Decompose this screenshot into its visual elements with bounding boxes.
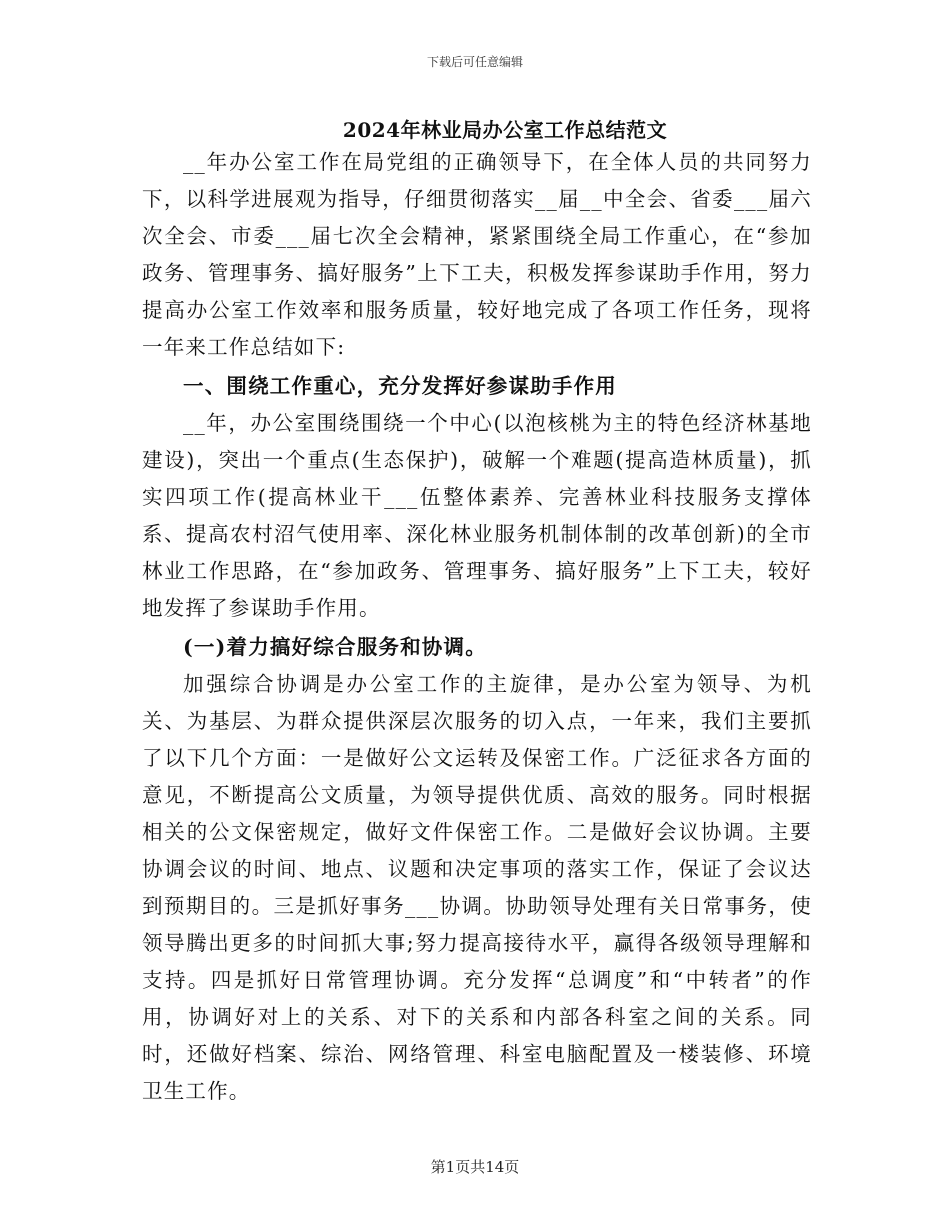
subsection-1-paragraph: 加强综合协调是办公室工作的主旋律，是办公室为领导、为机关、为基层、为群众提供深层次服务的切入点，一年来，我们主要抓了以下几个方面：一是做好公文运转及保密工作。广泛征求各方面的意见，不断提高公文质量，为领导提供优质、高效的服务。同时根据相关的公文保密规定，做好文件保密工作。二是做好会议协调。主要协调会议的时间、地点、议题和决定事项的落实工作，保证了会议达到预期目的。三是抓好事务___协调。协助领导处理有关日常事务，使领导腾出更多的时间抓大事;努力提高接待水平，赢得各级领导理解和支持。四是抓好日常管理协调。充分发挥“总调度”和“中转者”的作用，协调好对上的关系、对下的关系和内部各科室之间的关系。同时，还做好档案、综治、网络管理、科室电脑配置及一楼装修、环境卫生工作。 [142, 672, 812, 1103]
document-title: 2024年林业局办公室工作总结范文 [342, 118, 668, 142]
section-heading-1: 一、围绕工作重心，充分发挥好参谋助手作用 [183, 374, 617, 398]
page-number: 第1页共14页 [430, 1158, 520, 1176]
header-note: 下载后可任意编辑 [426, 55, 523, 69]
intro-paragraph: __年办公室工作在局党组的正确领导下，在全体人员的共同努力下，以科学进展观为指导，仔细贯彻落实__届__中全会、省委___届六次全会、市委___届七次全会精神，紧紧围绕全局工作重心，在“参加政务、管理事务、搞好服务”上下工夫，积极发挥参谋助手作用，努力提高办公室工作效率和服务质量，较好地完成了各项工作任务，现将一年来工作总结如下: [142, 150, 812, 359]
page-footer [0, 1156, 950, 1177]
document-body [142, 144, 812, 1110]
subsection-heading-1: (一)着力搞好综合服务和协调。 [183, 635, 487, 659]
section-1-paragraph: __年，办公室围绕围绕一个中心(以泡核桃为主的特色经济林基地建设)，突出一个重点(生态保护)，破解一个难题(提高造林质量)，抓实四项工作(提高林业干___伍整体素养、完善林业科技服务支撑体系、提高农村沼气使用率、深化林业服务机制体制的改革创新)的全市林业工作思路，在“参加政务、管理事务、搞好服务”上下工夫，较好地发挥了参谋助手作用。 [142, 411, 812, 620]
